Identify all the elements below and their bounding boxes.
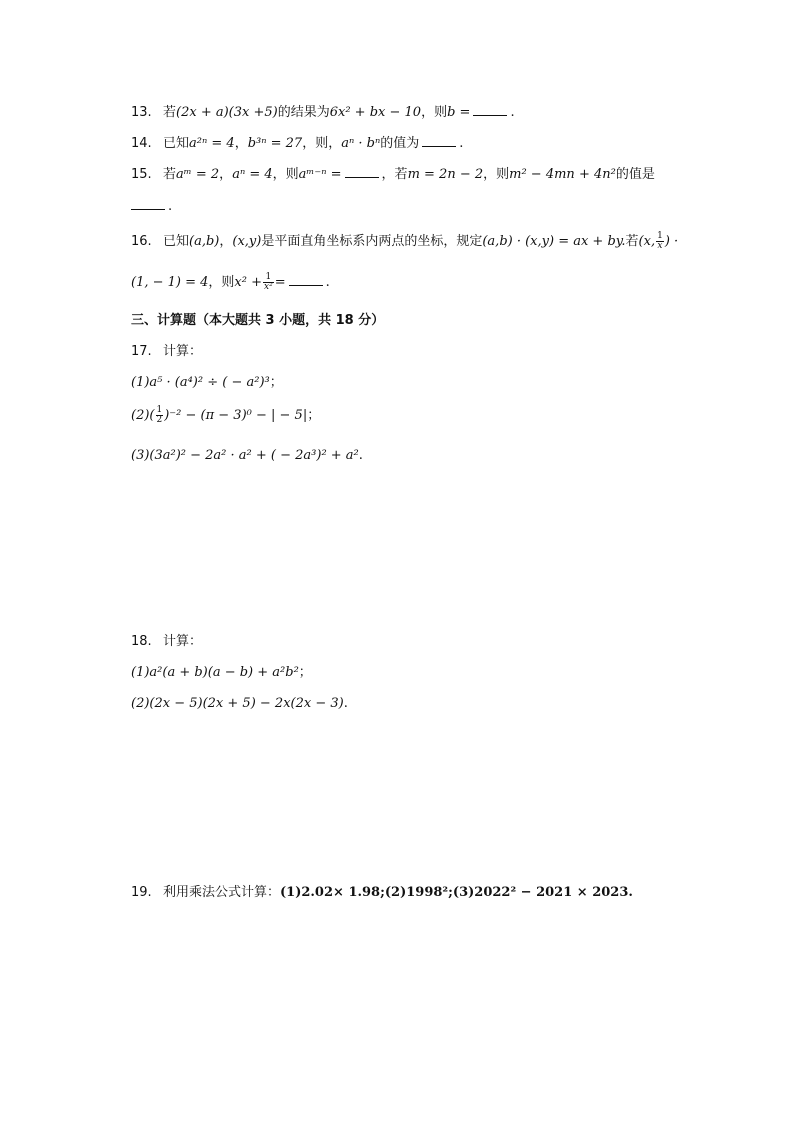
question-number: 15. [131, 167, 152, 182]
answer-blank[interactable] [289, 273, 323, 286]
question-18-part-1: (1)a²(a + b)(a − b) + a²b²； [131, 665, 312, 680]
answer-blank[interactable] [345, 165, 379, 178]
question-15-continued: . [131, 197, 172, 217]
answer-blank[interactable] [473, 103, 507, 116]
question-number: 19. [131, 885, 152, 900]
fraction: $\frac{1}{\text{x²}}$ [264, 272, 273, 292]
question-16-continued: (1, − 1) = 4，则x² + $\frac{1}{\text{x²}}$ = . [131, 272, 330, 292]
question-number: 16. [131, 234, 152, 249]
question-14: 14. 已知a²ⁿ = 4，b³ⁿ = 27，则，aⁿ · bⁿ的值为 . [131, 134, 463, 154]
question-16: 16. 已知(a,b)，(x,y)是平面直角坐标系内两点的坐标，规定(a,b) · (x,y) = ax + by.若(x, $\frac{1}{x}$ ) · [131, 231, 679, 251]
question-17-part-2: (2)( $\frac{1}{2}$ )⁻² − (π − 3)⁰ − | − 5|； [131, 405, 321, 425]
question-number: 13. [131, 105, 152, 120]
question-13: 13. 若(2x + a)(3x +5)的结果为6x² + bx − 10，则b = . [131, 103, 515, 123]
answer-blank[interactable] [131, 197, 165, 210]
question-number: 18. [131, 634, 152, 649]
question-17: 17. 计算： [131, 342, 202, 362]
question-18: 18. 计算： [131, 632, 202, 652]
question-number: 14. [131, 136, 152, 151]
answer-blank[interactable] [422, 134, 456, 147]
question-17-part-3: (3)(3a²)² − 2a² · a² + ( − 2a³)² + a². [131, 448, 363, 463]
question-17-part-1: (1)a⁵ · (a⁴)² ÷ ( − a²)³； [131, 375, 283, 390]
question-18-part-2: (2)(2x − 5)(2x + 5) − 2x(2x − 3). [131, 696, 348, 711]
fraction: $\frac{1}{x}$ [657, 231, 663, 251]
question-15: 15. 若aᵐ = 2，aⁿ = 4，则aᵐ⁻ⁿ = ，若m = 2n − 2，则m² − 4mn + 4n²的值是 [131, 165, 655, 185]
question-number: 17. [131, 344, 152, 359]
section-heading: 三、计算题（本大题共 3 小题，共 18 分） [131, 313, 385, 328]
question-19: 19. 利用乘法公式计算：(1)2.02× 1.98;(2)1998²;(3)2022² − 2021 × 2023. [131, 883, 633, 903]
fraction: $\frac{1}{2}$ [156, 405, 163, 425]
